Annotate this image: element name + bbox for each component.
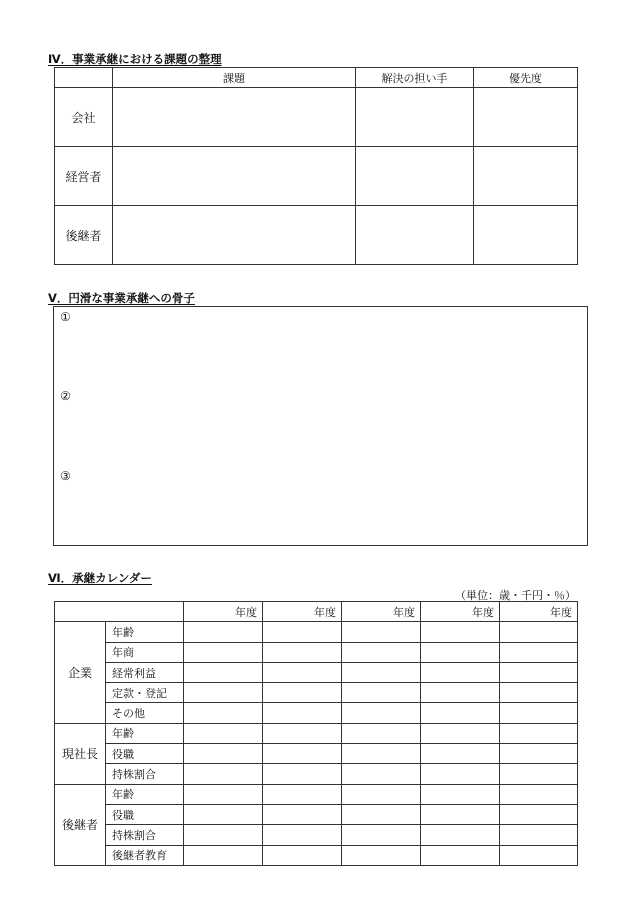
succession-calendar-table [54, 601, 578, 866]
value-cell[interactable] [263, 744, 342, 764]
value-cell[interactable] [184, 784, 263, 804]
value-cell[interactable] [500, 662, 578, 682]
row-label-manager: 経営者 [55, 147, 113, 206]
item-label: 年商 [106, 642, 184, 662]
row-label-successor: 後継者 [55, 206, 113, 265]
table-row [55, 723, 578, 743]
value-cell[interactable] [421, 784, 500, 804]
value-cell[interactable] [184, 642, 263, 662]
table-row [55, 825, 578, 845]
category-successor: 後継者 [55, 784, 106, 865]
value-cell[interactable] [184, 662, 263, 682]
category-company: 企業 [55, 622, 106, 723]
value-cell[interactable] [421, 845, 500, 865]
value-cell[interactable] [342, 744, 421, 764]
responsible-cell[interactable] [356, 88, 474, 147]
value-cell[interactable] [500, 683, 578, 703]
value-cell[interactable] [500, 703, 578, 723]
value-cell[interactable] [263, 845, 342, 865]
section-4-title: Ⅳ．事業承継における課題の整理 [48, 52, 222, 66]
table-row [55, 642, 578, 662]
value-cell[interactable] [263, 662, 342, 682]
value-cell[interactable] [500, 723, 578, 743]
value-cell[interactable] [263, 804, 342, 824]
value-cell[interactable] [500, 804, 578, 824]
value-cell[interactable] [184, 622, 263, 642]
responsible-cell[interactable] [356, 147, 474, 206]
value-cell[interactable] [500, 825, 578, 845]
item-label: 年齢 [106, 784, 184, 804]
value-cell[interactable] [342, 825, 421, 845]
issues-table [54, 67, 578, 265]
value-cell[interactable] [263, 764, 342, 784]
row-label-company: 会社 [55, 88, 113, 147]
year-header: 年度 [184, 602, 263, 622]
value-cell[interactable] [342, 784, 421, 804]
value-cell[interactable] [184, 764, 263, 784]
header-blank [55, 602, 184, 622]
value-cell[interactable] [342, 642, 421, 662]
table-row [55, 804, 578, 824]
category-president: 現社長 [55, 723, 106, 784]
point-marker-3: ③ [60, 469, 71, 483]
table-row [55, 784, 578, 804]
value-cell[interactable] [342, 845, 421, 865]
value-cell[interactable] [500, 622, 578, 642]
header-issue: 課題 [113, 68, 356, 88]
value-cell[interactable] [184, 845, 263, 865]
value-cell[interactable] [421, 622, 500, 642]
header-blank [55, 68, 113, 88]
value-cell[interactable] [421, 764, 500, 784]
value-cell[interactable] [263, 683, 342, 703]
item-label: 持株割合 [106, 825, 184, 845]
value-cell[interactable] [184, 825, 263, 845]
value-cell[interactable] [342, 723, 421, 743]
value-cell[interactable] [421, 804, 500, 824]
item-label: 持株割合 [106, 764, 184, 784]
value-cell[interactable] [342, 683, 421, 703]
calendar-header-row [55, 602, 578, 622]
item-label: 役職 [106, 804, 184, 824]
value-cell[interactable] [500, 784, 578, 804]
value-cell[interactable] [184, 703, 263, 723]
issues-table-header [55, 68, 578, 88]
section-6-title: Ⅵ．承継カレンダー [48, 571, 152, 585]
value-cell[interactable] [263, 723, 342, 743]
item-label: その他 [106, 703, 184, 723]
value-cell[interactable] [342, 764, 421, 784]
priority-cell[interactable] [474, 206, 578, 265]
table-row [55, 206, 578, 265]
year-header: 年度 [421, 602, 500, 622]
value-cell[interactable] [342, 662, 421, 682]
value-cell[interactable] [263, 642, 342, 662]
item-label: 年齢 [106, 723, 184, 743]
value-cell[interactable] [421, 662, 500, 682]
year-header: 年度 [342, 602, 421, 622]
value-cell[interactable] [421, 683, 500, 703]
value-cell[interactable] [184, 744, 263, 764]
value-cell[interactable] [184, 723, 263, 743]
value-cell[interactable] [184, 683, 263, 703]
table-row [55, 147, 578, 206]
table-row [55, 744, 578, 764]
point-marker-2: ② [60, 389, 71, 403]
year-header: 年度 [500, 602, 578, 622]
point-marker-1: ① [60, 310, 71, 324]
value-cell[interactable] [263, 622, 342, 642]
value-cell[interactable] [263, 703, 342, 723]
outline-box[interactable] [53, 306, 588, 546]
header-priority: 優先度 [474, 68, 578, 88]
value-cell[interactable] [500, 744, 578, 764]
issue-cell[interactable] [113, 88, 356, 147]
section-5-title: Ⅴ．円滑な事業承継への骨子 [48, 291, 195, 305]
table-row [55, 622, 578, 642]
issue-cell[interactable] [113, 206, 356, 265]
item-label: 経常利益 [106, 662, 184, 682]
unit-note: （単位：歳・千円・％） [455, 589, 576, 602]
value-cell[interactable] [500, 845, 578, 865]
item-label: 後継者教育 [106, 845, 184, 865]
priority-cell[interactable] [474, 147, 578, 206]
table-row [55, 703, 578, 723]
value-cell[interactable] [342, 703, 421, 723]
header-responsible: 解決の担い手 [356, 68, 474, 88]
value-cell[interactable] [421, 744, 500, 764]
table-row [55, 683, 578, 703]
value-cell[interactable] [342, 622, 421, 642]
table-row [55, 764, 578, 784]
responsible-cell[interactable] [356, 206, 474, 265]
value-cell[interactable] [500, 764, 578, 784]
table-row [55, 845, 578, 865]
issue-cell[interactable] [113, 147, 356, 206]
value-cell[interactable] [184, 804, 263, 824]
value-cell[interactable] [421, 723, 500, 743]
value-cell[interactable] [342, 804, 421, 824]
value-cell[interactable] [421, 642, 500, 662]
item-label: 役職 [106, 744, 184, 764]
item-label: 定款・登記 [106, 683, 184, 703]
year-header: 年度 [263, 602, 342, 622]
value-cell[interactable] [421, 825, 500, 845]
table-row [55, 662, 578, 682]
value-cell[interactable] [263, 825, 342, 845]
value-cell[interactable] [421, 703, 500, 723]
priority-cell[interactable] [474, 88, 578, 147]
item-label: 年齢 [106, 622, 184, 642]
table-row [55, 88, 578, 147]
value-cell[interactable] [500, 642, 578, 662]
value-cell[interactable] [263, 784, 342, 804]
